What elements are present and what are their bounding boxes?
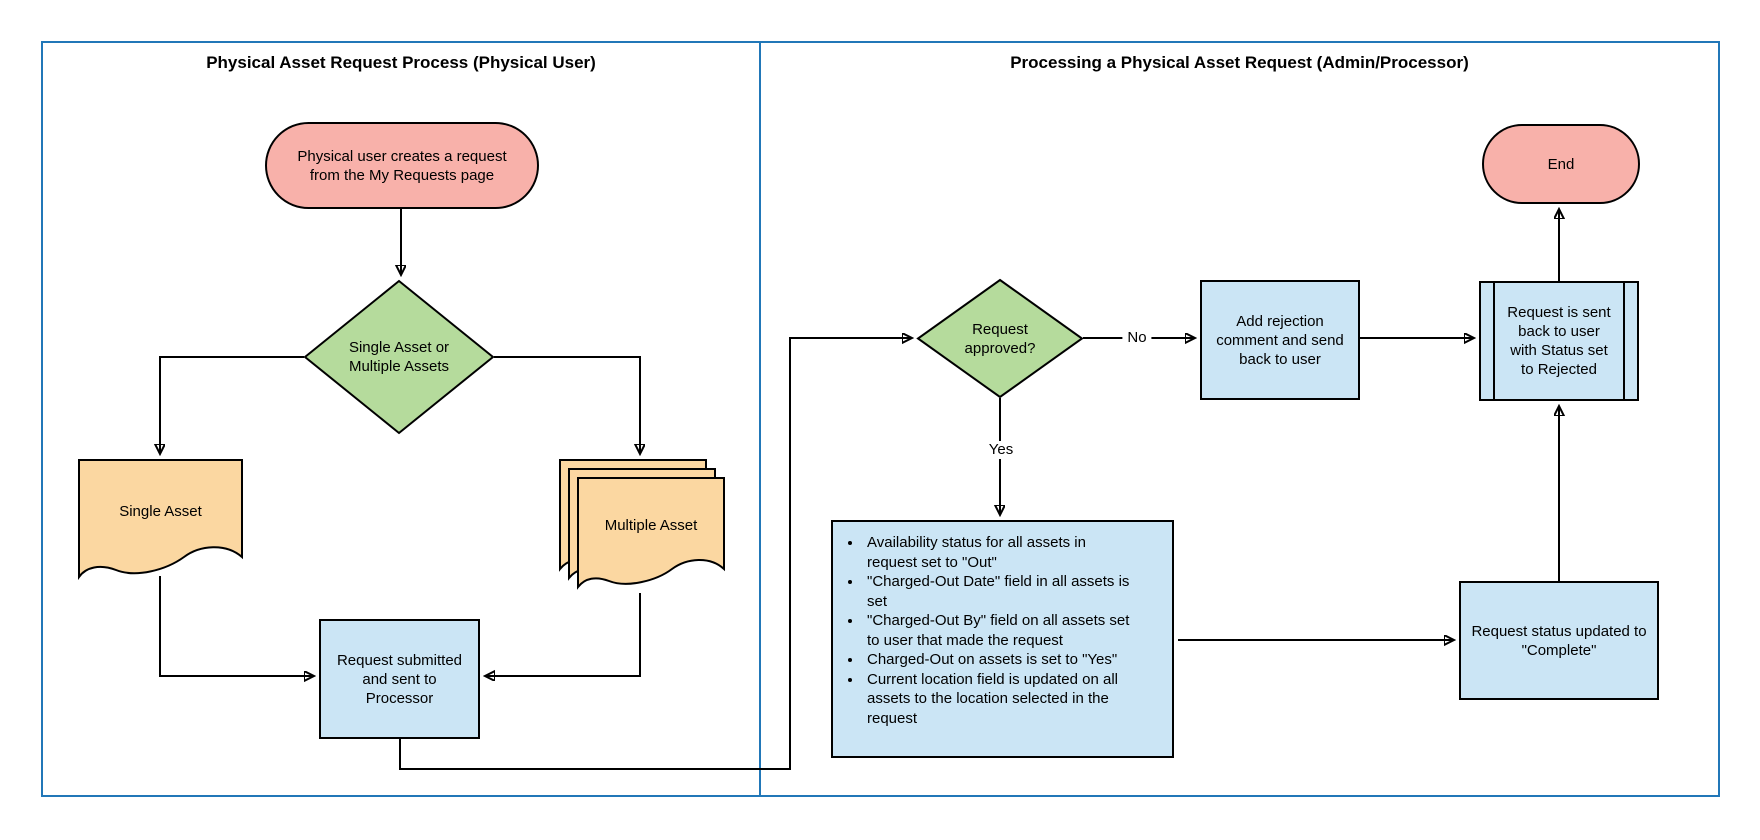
asset-count-decision-label: Single Asset or Multiple Assets: [348, 339, 450, 375]
add-rejection-process: [1200, 280, 1360, 400]
end-label: End: [1547, 155, 1575, 173]
start-terminator: [265, 122, 539, 209]
approved-actions-process: [831, 520, 1174, 758]
start-label: Physical user creates a request from the My Requests page: [297, 147, 507, 184]
action-item: • Availability status for all assets in request set to "Out": [863, 533, 1132, 572]
edge-decision-to-single: [160, 357, 304, 453]
sent-back-rejected-predefined-process: [1479, 281, 1639, 401]
no-edge-label: No: [1122, 329, 1151, 347]
add-rejection-label: Add rejection comment and send back to user: [1216, 312, 1344, 368]
request-submitted-label: Request submitted and sent to Processor: [336, 651, 463, 707]
predefined-right-bar: [1623, 283, 1625, 399]
action-item: • "Charged-Out By" field on all assets set to user that made the request: [863, 611, 1132, 650]
single-asset-document: [78, 459, 243, 585]
action-item: • Current location field is updated on all assets to the location selected in the request: [863, 670, 1132, 729]
approved-actions-list: [833, 522, 1172, 728]
predefined-left-bar: [1493, 283, 1495, 399]
request-submitted-process: [319, 619, 480, 739]
action-item: • Charged-Out on assets is set to "Yes": [863, 650, 1132, 670]
status-complete-label: Request status updated to "Complete": [1471, 622, 1647, 659]
edge-multiple-to-submitted: [486, 593, 640, 676]
action-item: • "Charged-Out Date" field in all assets is set: [863, 572, 1132, 611]
multiple-asset-document: [559, 459, 725, 595]
request-approved-decision: [917, 279, 1083, 398]
multiple-asset-label: Multiple Asset: [604, 516, 698, 534]
end-terminator: [1482, 124, 1640, 204]
edge-decision-to-multiple: [494, 357, 640, 453]
asset-count-decision: [304, 280, 494, 434]
single-asset-label: Single Asset: [119, 502, 202, 520]
sent-back-rejected-label: Request is sent back to user with Status set to Rejected: [1507, 304, 1611, 378]
request-approved-label: Request approved?: [964, 320, 1036, 357]
status-complete-process: [1459, 581, 1659, 700]
right-panel-title: Processing a Physical Asset Request (Admin/Processor): [1010, 53, 1469, 72]
edge-single-to-submitted: [160, 576, 313, 676]
yes-edge-label: Yes: [984, 441, 1018, 459]
left-panel-title: Physical Asset Request Process (Physical User): [206, 53, 596, 72]
